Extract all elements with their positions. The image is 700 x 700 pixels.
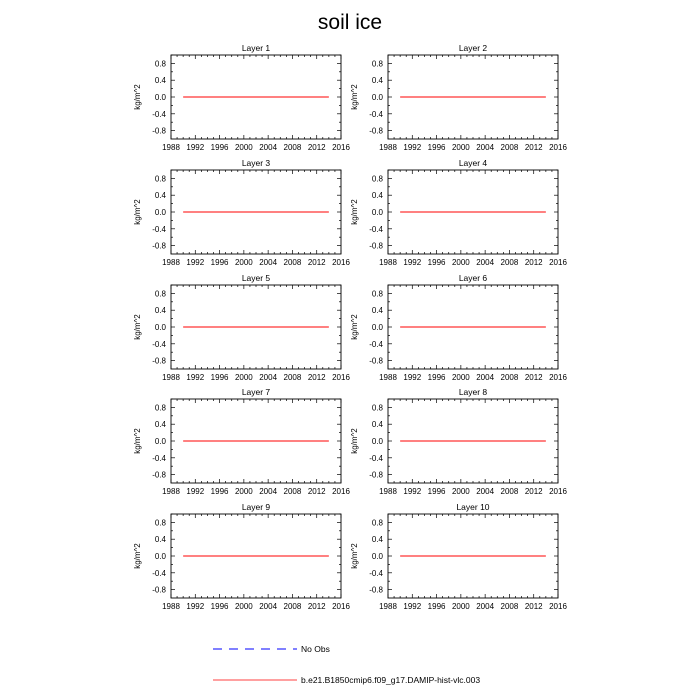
y-tick-label: 0.8 — [371, 518, 383, 528]
y-tick-label: 0.0 — [371, 93, 383, 102]
panel-layer-7 — [133, 387, 350, 496]
y-axis-label: kg/m^2 — [350, 314, 359, 340]
x-tick-label: 2012 — [524, 602, 543, 611]
y-tick-label: -0.4 — [152, 339, 166, 349]
y-tick-label: 0.4 — [154, 535, 166, 545]
y-tick-label: -0.8 — [369, 470, 383, 480]
y-tick-label: -0.4 — [369, 453, 383, 463]
x-tick-label: 2000 — [234, 602, 253, 611]
x-tick-label: 1996 — [427, 602, 446, 611]
x-tick-label: 2008 — [500, 487, 519, 496]
y-tick-label: 0.4 — [371, 76, 383, 86]
x-tick-label: 2016 — [332, 373, 350, 382]
y-tick-label: 0.8 — [371, 403, 383, 413]
x-tick-label: 1996 — [210, 602, 229, 611]
y-tick-label: -0.4 — [369, 339, 383, 349]
y-axis-label: kg/m^2 — [350, 543, 359, 569]
panel-layer-2 — [350, 43, 567, 152]
x-tick-label: 2004 — [476, 143, 495, 152]
y-tick-label: 0.8 — [154, 518, 166, 528]
y-tick-label: 0.8 — [154, 289, 166, 299]
x-tick-label: 2000 — [451, 487, 470, 496]
x-tick-label: 1988 — [379, 143, 397, 152]
y-axis-label: kg/m^2 — [133, 428, 142, 454]
y-axis-label: kg/m^2 — [350, 199, 359, 225]
x-tick-label: 1988 — [162, 258, 180, 267]
x-tick-label: 2012 — [307, 487, 326, 496]
y-tick-label: -0.4 — [152, 453, 166, 463]
y-tick-label: 0.8 — [371, 174, 383, 184]
x-tick-label: 2000 — [234, 143, 253, 152]
y-tick-label: 0.8 — [154, 174, 166, 184]
panel-title: Layer 1 — [241, 43, 271, 53]
y-axis-label: kg/m^2 — [133, 543, 142, 569]
x-tick-label: 2004 — [259, 602, 278, 611]
x-tick-label: 1988 — [162, 602, 180, 611]
x-tick-label: 2016 — [549, 143, 567, 152]
y-tick-label: -0.8 — [369, 356, 383, 366]
x-tick-label: 1988 — [379, 258, 397, 267]
x-tick-label: 1988 — [162, 487, 180, 496]
x-tick-label: 2012 — [307, 143, 326, 152]
x-tick-label: 2008 — [283, 487, 302, 496]
x-tick-label: 2012 — [524, 258, 543, 267]
y-tick-label: 0.4 — [154, 191, 166, 201]
x-tick-label: 1992 — [186, 487, 205, 496]
y-tick-label: 0.4 — [154, 76, 166, 86]
x-tick-label: 2008 — [500, 143, 519, 152]
x-tick-label: 2016 — [549, 373, 567, 382]
y-tick-label: 0.8 — [371, 289, 383, 299]
x-tick-label: 1996 — [427, 258, 446, 267]
x-tick-label: 2000 — [451, 373, 470, 382]
x-tick-label: 2008 — [500, 258, 519, 267]
x-tick-label: 1996 — [210, 143, 229, 152]
panel-layer-5 — [133, 273, 350, 382]
y-tick-label: -0.8 — [152, 470, 166, 480]
x-tick-label: 1992 — [403, 602, 422, 611]
x-tick-label: 2008 — [500, 602, 519, 611]
panels-grid — [133, 43, 567, 611]
y-tick-label: -0.4 — [369, 109, 383, 119]
x-tick-label: 2012 — [524, 487, 543, 496]
panel-layer-1 — [133, 43, 350, 152]
x-tick-label: 2004 — [476, 373, 495, 382]
x-tick-label: 1988 — [379, 487, 397, 496]
legend-label-no-obs: No Obs — [301, 644, 330, 654]
x-tick-label: 1988 — [379, 602, 397, 611]
y-tick-label: -0.4 — [152, 568, 166, 578]
x-tick-label: 2004 — [476, 258, 495, 267]
y-tick-label: -0.8 — [152, 585, 166, 595]
x-tick-label: 1992 — [403, 487, 422, 496]
panel-title: Layer 3 — [241, 158, 271, 168]
y-axis-label: kg/m^2 — [350, 428, 359, 454]
y-tick-label: 0.0 — [154, 208, 166, 217]
panel-layer-10 — [350, 502, 567, 611]
x-tick-label: 2016 — [549, 258, 567, 267]
legend — [213, 644, 480, 685]
x-tick-label: 1996 — [427, 373, 446, 382]
x-tick-label: 2012 — [307, 258, 326, 267]
panel-layer-6 — [350, 273, 567, 382]
x-tick-label: 2016 — [549, 602, 567, 611]
x-tick-label: 2004 — [259, 487, 278, 496]
x-tick-label: 2004 — [476, 487, 495, 496]
x-tick-label: 1996 — [427, 487, 446, 496]
x-tick-label: 2016 — [332, 258, 350, 267]
y-tick-label: 0.8 — [371, 59, 383, 69]
y-tick-label: 0.4 — [371, 420, 383, 430]
x-tick-label: 1992 — [186, 373, 205, 382]
x-tick-label: 1996 — [210, 258, 229, 267]
y-tick-label: 0.4 — [154, 420, 166, 430]
y-tick-label: 0.0 — [371, 552, 383, 561]
y-tick-label: -0.8 — [369, 126, 383, 136]
x-tick-label: 1988 — [162, 143, 180, 152]
legend-label-model-run: b.e21.B1850cmip6.f09_g17.DAMIP-hist-vlc.003 — [301, 675, 481, 685]
y-tick-label: 0.8 — [154, 403, 166, 413]
y-tick-label: -0.4 — [152, 109, 166, 119]
y-axis-label: kg/m^2 — [133, 314, 142, 340]
panel-title: Layer 4 — [458, 158, 488, 168]
x-tick-label: 2008 — [283, 602, 302, 611]
x-tick-label: 1992 — [403, 258, 422, 267]
y-tick-label: 0.0 — [154, 552, 166, 561]
x-tick-label: 2012 — [307, 602, 326, 611]
y-tick-label: -0.8 — [152, 241, 166, 251]
panel-title: Layer 2 — [458, 43, 488, 53]
y-tick-label: -0.8 — [152, 126, 166, 136]
y-tick-label: 0.4 — [371, 191, 383, 201]
x-tick-label: 2016 — [549, 487, 567, 496]
x-tick-label: 2000 — [234, 373, 253, 382]
panel-title: Layer 6 — [458, 273, 488, 283]
x-tick-label: 1988 — [379, 373, 397, 382]
x-tick-label: 2008 — [500, 373, 519, 382]
y-axis-label: kg/m^2 — [133, 84, 142, 110]
y-tick-label: -0.8 — [369, 241, 383, 251]
x-tick-label: 1992 — [186, 143, 205, 152]
y-tick-label: -0.4 — [369, 224, 383, 234]
y-tick-label: 0.0 — [154, 437, 166, 446]
x-tick-label: 2016 — [332, 602, 350, 611]
x-tick-label: 1988 — [162, 373, 180, 382]
y-tick-label: 0.4 — [371, 535, 383, 545]
x-tick-label: 2004 — [259, 258, 278, 267]
x-tick-label: 2016 — [332, 487, 350, 496]
panel-title: Layer 10 — [456, 502, 490, 512]
y-tick-label: 0.4 — [154, 306, 166, 316]
x-tick-label: 2012 — [524, 143, 543, 152]
y-tick-label: 0.8 — [154, 59, 166, 69]
x-tick-label: 2012 — [524, 373, 543, 382]
y-axis-label: kg/m^2 — [133, 199, 142, 225]
x-tick-label: 2008 — [283, 258, 302, 267]
x-tick-label: 2000 — [451, 258, 470, 267]
x-tick-label: 1992 — [403, 373, 422, 382]
x-tick-label: 2008 — [283, 143, 302, 152]
y-tick-label: -0.8 — [152, 356, 166, 366]
panel-layer-3 — [133, 158, 350, 267]
y-tick-label: 0.4 — [371, 306, 383, 316]
x-tick-label: 2008 — [283, 373, 302, 382]
x-tick-label: 2000 — [234, 487, 253, 496]
panel-title: Layer 9 — [241, 502, 271, 512]
x-tick-label: 1996 — [427, 143, 446, 152]
panel-layer-4 — [350, 158, 567, 267]
panel-title: Layer 7 — [241, 387, 271, 397]
panel-title: Layer 8 — [458, 387, 488, 397]
x-tick-label: 1996 — [210, 373, 229, 382]
panel-layer-9 — [133, 502, 350, 611]
y-tick-label: 0.0 — [371, 208, 383, 217]
y-tick-label: -0.4 — [369, 568, 383, 578]
figure-title: soil ice — [317, 11, 383, 34]
x-tick-label: 2000 — [451, 143, 470, 152]
x-tick-label: 2004 — [476, 602, 495, 611]
y-tick-label: -0.8 — [369, 585, 383, 595]
x-tick-label: 1992 — [403, 143, 422, 152]
x-tick-label: 2012 — [307, 373, 326, 382]
x-tick-label: 1992 — [186, 602, 205, 611]
y-tick-label: -0.4 — [152, 224, 166, 234]
y-tick-label: 0.0 — [371, 323, 383, 332]
y-axis-label: kg/m^2 — [350, 84, 359, 110]
x-tick-label: 2016 — [332, 143, 350, 152]
y-tick-label: 0.0 — [154, 93, 166, 102]
x-tick-label: 2000 — [451, 602, 470, 611]
y-tick-label: 0.0 — [371, 437, 383, 446]
x-tick-label: 1996 — [210, 487, 229, 496]
panel-layer-8 — [350, 387, 567, 496]
x-tick-label: 1992 — [186, 258, 205, 267]
panel-title: Layer 5 — [241, 273, 271, 283]
y-tick-label: 0.0 — [154, 323, 166, 332]
x-tick-label: 2004 — [259, 143, 278, 152]
x-tick-label: 2004 — [259, 373, 278, 382]
x-tick-label: 2000 — [234, 258, 253, 267]
